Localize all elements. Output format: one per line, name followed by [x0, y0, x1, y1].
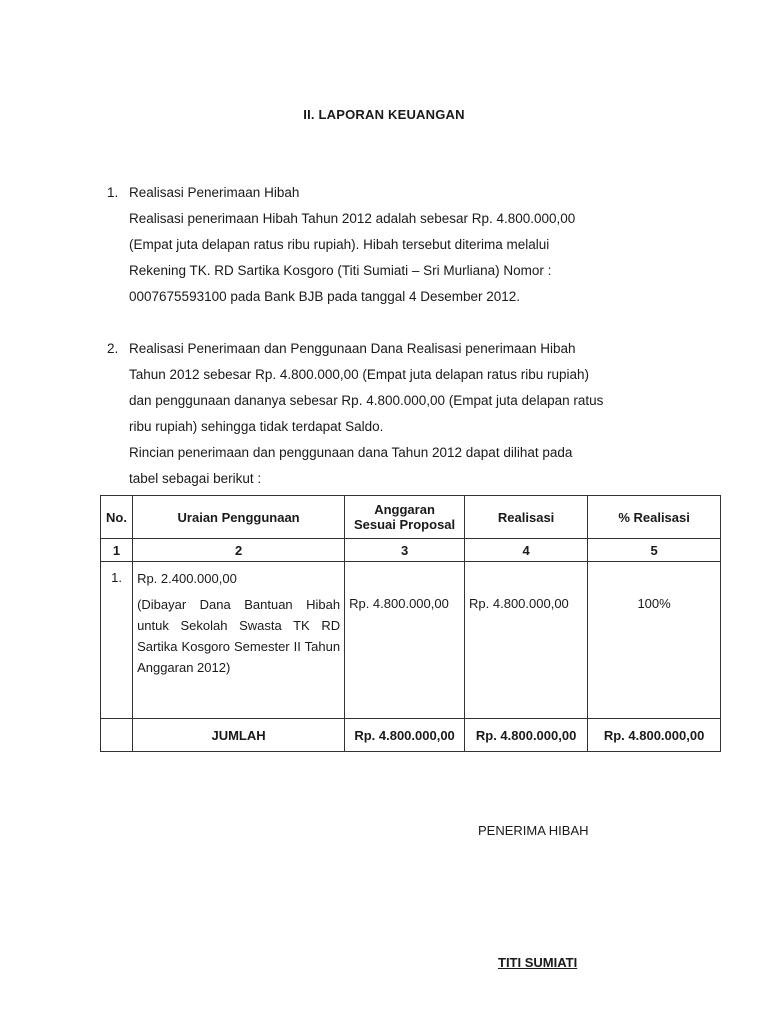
paragraph-line: Tahun 2012 sebesar Rp. 4.800.000,00 (Empat juta delapan ratus ribu rupiah) — [129, 367, 590, 382]
paragraph-line: Rekening TK. RD Sartika Kosgoro (Titi Sumiati – Sri Murliana) Nomor : — [129, 263, 552, 278]
row-anggaran — [345, 562, 465, 719]
uraian-description: (Dibayar Dana Bantuan Hibah untuk Sekolah Swasta TK RD Sartika Kosgoro Semester II Tahun Anggaran 2012) — [137, 597, 341, 675]
persen-value: 100% — [637, 596, 671, 611]
list-item-number: 2. — [107, 341, 119, 356]
total-label: JUMLAH — [133, 719, 345, 752]
paragraph-line: tabel sebagai berikut : — [129, 471, 262, 486]
index-cell: 1 — [101, 539, 133, 562]
list-item-2 — [107, 336, 660, 492]
header-anggaran — [345, 496, 465, 539]
signature-name: TITI SUMIATI — [498, 955, 578, 970]
paragraph-line: ribu rupiah) sehingga tidak terdapat Saldo. — [129, 419, 384, 434]
index-cell: 4 — [465, 539, 588, 562]
paragraph-line: Rincian penerimaan dan penggunaan dana Tahun 2012 dapat dilihat pada — [129, 445, 573, 460]
table-index-row — [101, 539, 721, 562]
total-realisasi: Rp. 4.800.000,00 — [465, 719, 588, 752]
paragraph-line: Realisasi Penerimaan dan Penggunaan Dana Realisasi penerimaan Hibah — [129, 341, 576, 356]
paragraph-line: Realisasi penerimaan Hibah Tahun 2012 adalah sebesar Rp. 4.800.000,00 — [129, 211, 576, 226]
header-realisasi: Realisasi — [465, 496, 588, 539]
index-cell: 3 — [345, 539, 465, 562]
header-persen: % Realisasi — [588, 496, 721, 539]
paragraph-line: dan penggunaan dananya sebesar Rp. 4.800.000,00 (Empat juta delapan ratus — [129, 393, 604, 408]
realisasi-value: Rp. 4.800.000,00 — [469, 596, 569, 611]
header-no: No. — [101, 496, 133, 539]
uraian-amount: Rp. 2.400.000,00 — [137, 571, 237, 586]
header-anggaran-line2: Sesuai Proposal — [353, 517, 456, 532]
table-header-row — [101, 496, 721, 539]
header-uraian: Uraian Penggunaan — [133, 496, 345, 539]
row-no: 1. — [101, 562, 133, 719]
list-item-heading: Realisasi Penerimaan Hibah — [129, 185, 300, 200]
row-persen — [588, 562, 721, 719]
index-cell: 2 — [133, 539, 345, 562]
total-empty-cell — [101, 719, 133, 752]
financial-report-table — [100, 495, 721, 752]
signature-label: PENERIMA HIBAH — [478, 823, 589, 838]
paragraph-line: (Empat juta delapan ratus ribu rupiah). Hibah tersebut diterima melalui — [129, 237, 550, 252]
paragraph-line: 0007675593100 pada Bank BJB pada tanggal 4 Desember 2012. — [129, 289, 521, 304]
row-uraian — [133, 562, 345, 719]
anggaran-value: Rp. 4.800.000,00 — [349, 596, 449, 611]
table-total-row — [101, 719, 721, 752]
row-realisasi — [465, 562, 588, 719]
total-anggaran: Rp. 4.800.000,00 — [345, 719, 465, 752]
list-item-number: 1. — [107, 185, 119, 200]
index-cell: 5 — [588, 539, 721, 562]
table-row — [101, 562, 721, 719]
total-persen: Rp. 4.800.000,00 — [588, 719, 721, 752]
header-anggaran-line1: Anggaran — [374, 502, 435, 517]
section-title: II. LAPORAN KEUANGAN — [303, 107, 465, 122]
list-item-1 — [107, 180, 660, 310]
